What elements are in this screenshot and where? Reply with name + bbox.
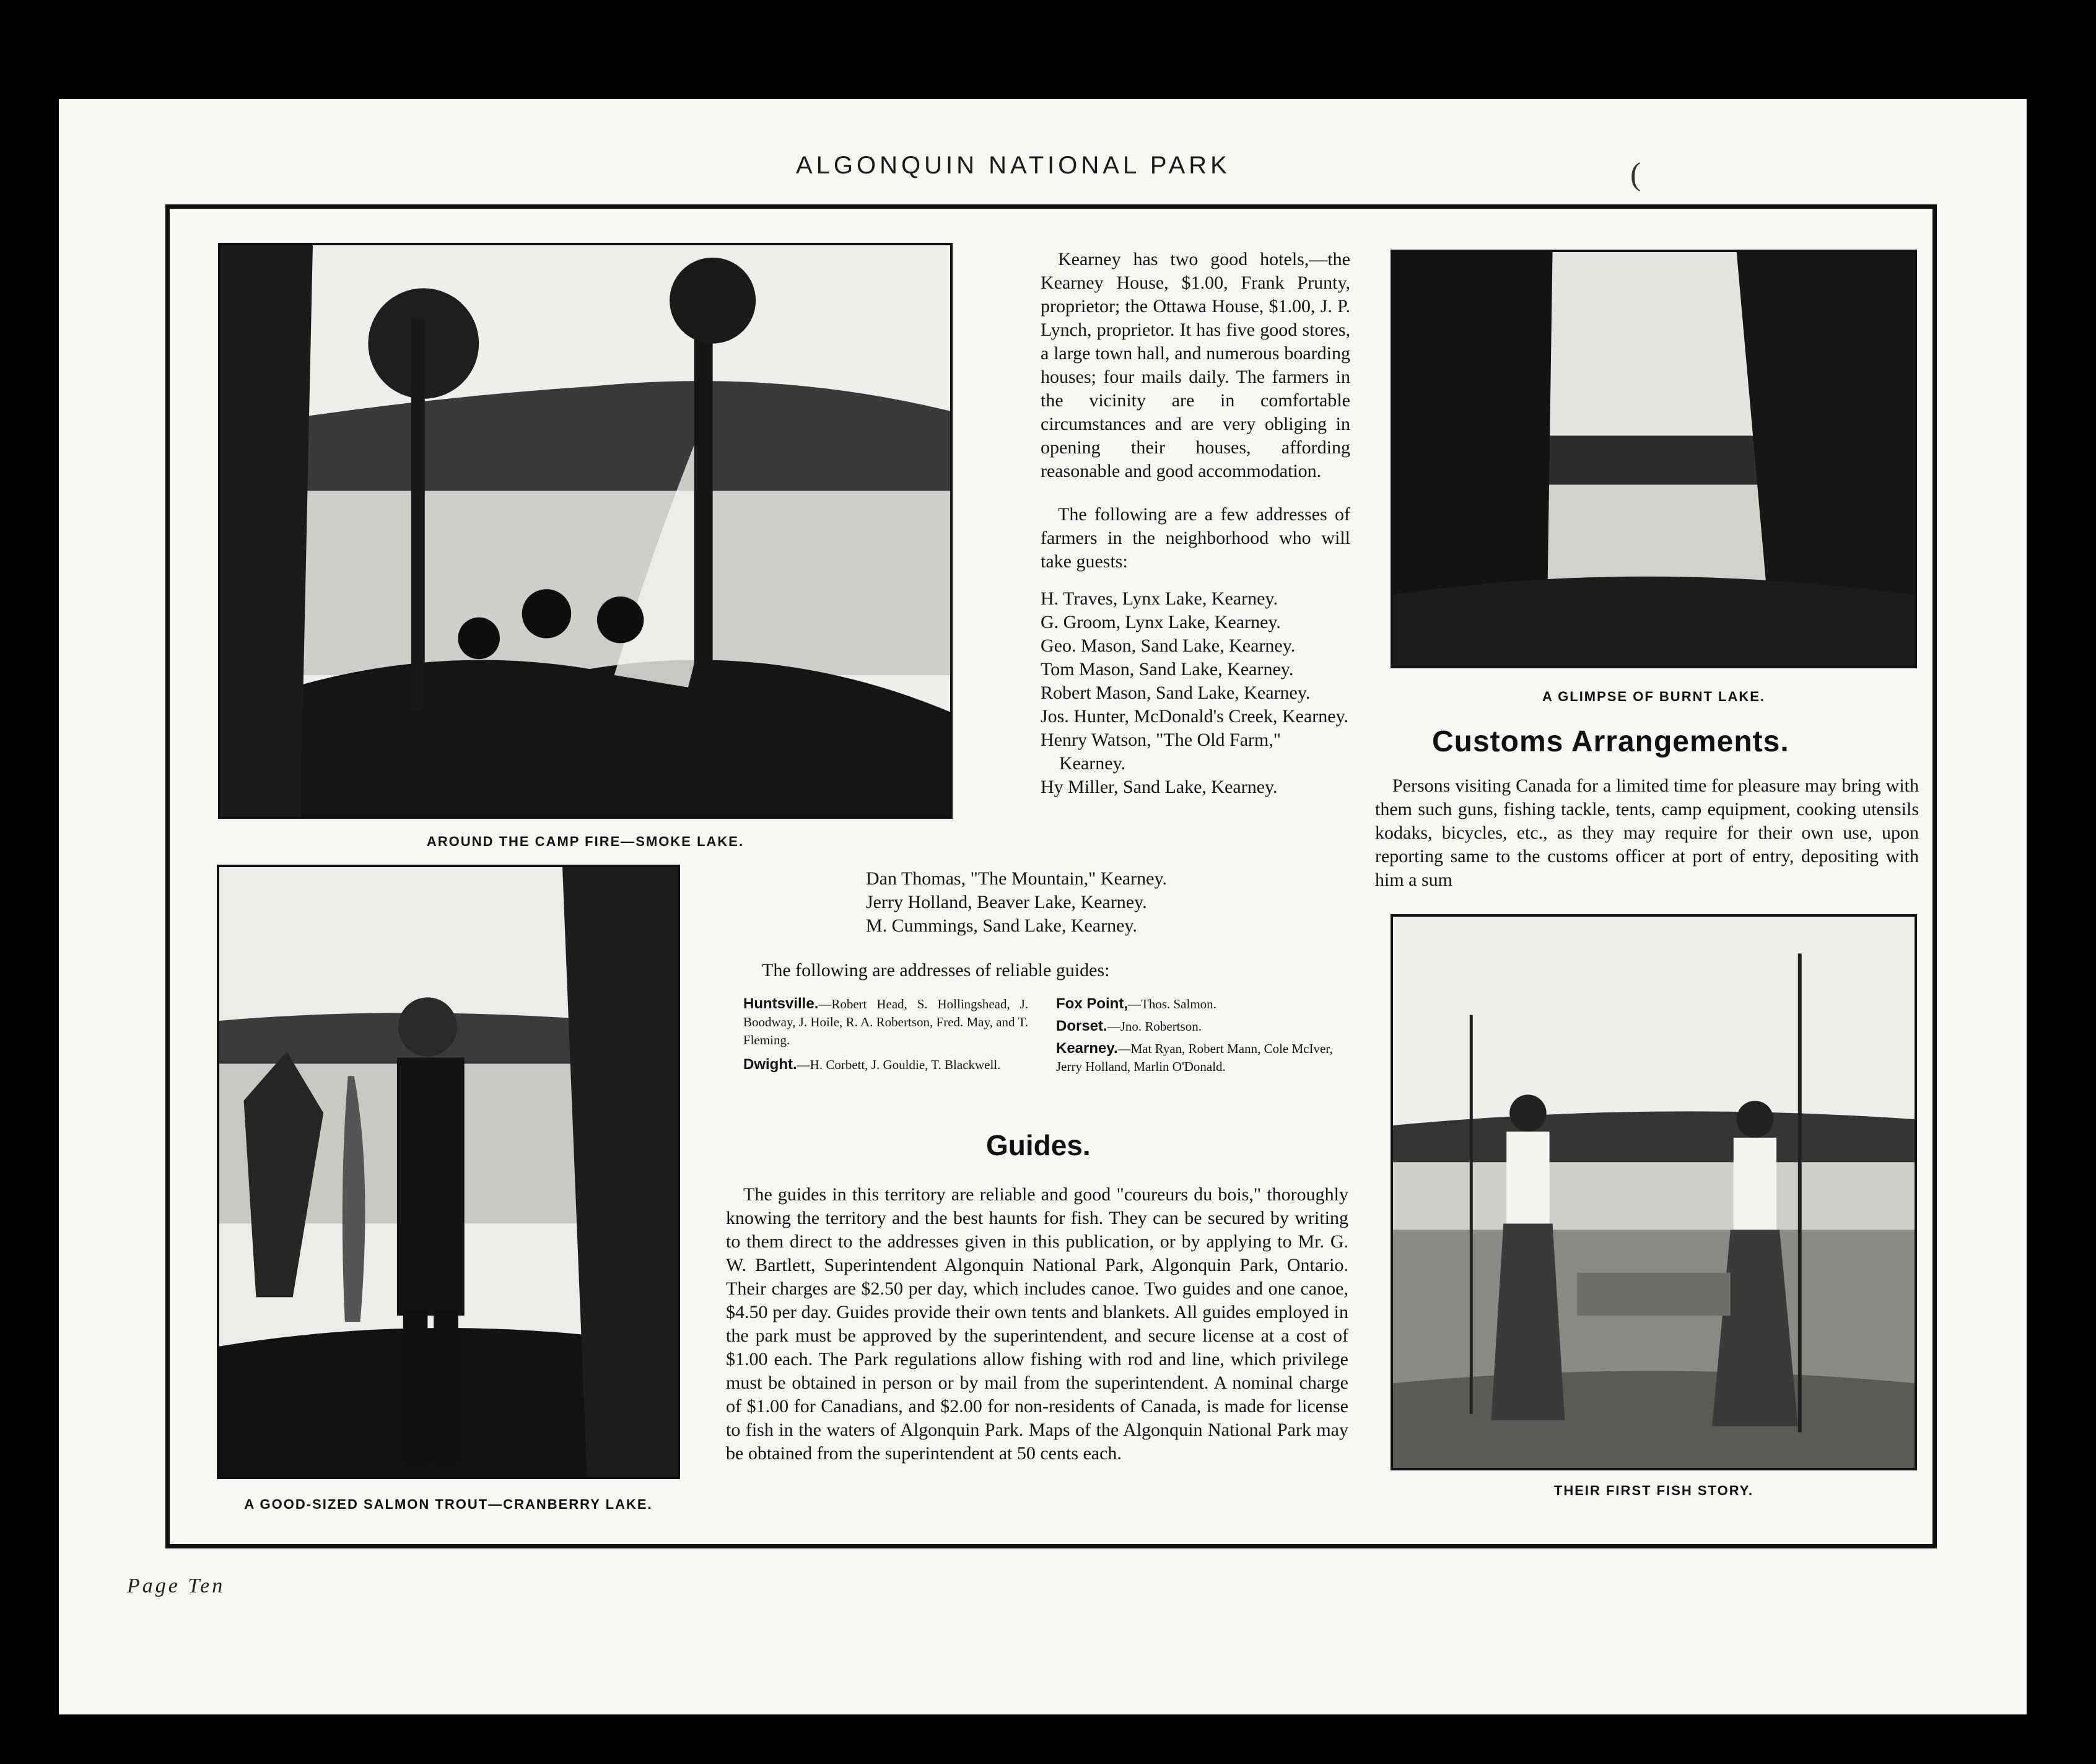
kearney-paragraph: Kearney has two good hotels,—the Kearney House, $1.00, Frank Prunty, proprietor; the Ottawa House, $1.00, J. P. Lynch, proprietor. It has five good stores, a large town hall, and numerous boarding houses; four mails daily. The farmers in the vicinity are in comfortable circumstances and are very obliging in opening their houses, affording reasonable and good accommodation. (1041, 249, 1350, 481)
photo-fish-story (1391, 914, 1917, 1470)
photo-burnt-lake (1391, 250, 1917, 668)
caption-salmon-trout: A GOOD-SIZED SALMON TROUT—CRANBERRY LAKE. (244, 1496, 653, 1512)
burnt-lake-image (1393, 252, 1915, 666)
caption-camp-fire: AROUND THE CAMP FIRE—SMOKE LAKE. (426, 834, 745, 849)
camp-fire-image (221, 245, 950, 816)
farmer-entry: Robert Mason, Sand Lake, Kearney. (1041, 683, 1311, 703)
farmer-entry: Henry Watson, "The Old Farm," Kearney. (1041, 730, 1282, 774)
farmer-entry: M. Cummings, Sand Lake, Kearney. (866, 915, 1137, 936)
guide-names: —Thos. Salmon. (1128, 997, 1216, 1011)
farmer-entry: Dan Thomas, "The Mountain," Kearney. (866, 868, 1168, 889)
guide-entry (1056, 995, 1347, 1013)
customs-section (1375, 774, 1919, 892)
guide-entry (743, 995, 1028, 1049)
stray-pen-mark: ( (1630, 157, 1641, 192)
kearney-column (1041, 248, 1350, 799)
guide-entry (743, 1055, 1028, 1074)
farmer-entry: Hy Miller, Sand Lake, Kearney. (1041, 777, 1278, 797)
fish-story-image (1393, 917, 1915, 1468)
guides-right-column (1056, 995, 1347, 1082)
guide-names: —Jno. Robertson. (1107, 1019, 1202, 1034)
caption-burnt-lake: A GLIMPSE OF BURNT LAKE. (1542, 689, 1766, 704)
guide-entry (1056, 1039, 1347, 1076)
farmers-list (1041, 587, 1350, 799)
guides-paragraph: The guides in this territory are reliable and good "coureurs du bois," thoroughly knowing the territory and the best haunts for fish. They can be secured by writing to them direct to the addresses given in this publication, or by applying to Mr. G. W. Bartlett, Superintendent Algonquin National Park, Algonquin Park, Ontario. Their charges are $2.50 per day, which includes canoe. Two guides and one canoe, $4.50 per day. Guides provide their own tents and blankets. All guides employed in the park must be approved by the superintendent, and secure license at a cost of $1.00 each. The Park regulations allow fishing with rod and line, which privilege must be obtained in person or by mail from the superintendent. A nominal charge of $1.00 for Canadians, and $2.00 for non-residents of Canada, is made for license to fish in the waters of Algonquin Park. Maps of the Algonquin National Park may be obtained from the superintendent at 50 cents each. (726, 1184, 1348, 1464)
farmers-list-wide (866, 867, 1349, 938)
salmon-trout-image (219, 867, 678, 1477)
photo-salmon-trout (217, 865, 680, 1479)
guides-heading: Guides. (986, 1129, 1091, 1161)
farmer-entry: H. Traves, Lynx Lake, Kearney. (1041, 588, 1278, 609)
farmer-entry: Jos. Hunter, McDonald's Creek, Kearney. (1041, 706, 1349, 727)
farmer-entry: Geo. Mason, Sand Lake, Kearney. (1041, 635, 1296, 656)
photo-camp-fire (218, 243, 953, 819)
guide-entry (1056, 1017, 1347, 1036)
guides-left-column (743, 995, 1028, 1080)
customs-heading: Customs Arrangements. (1432, 725, 1789, 758)
guide-town: Fox Point, (1056, 995, 1128, 1012)
guides-section (726, 1183, 1348, 1465)
guide-town: Dwight. (743, 1056, 797, 1073)
farmer-entry: Tom Mason, Sand Lake, Kearney. (1041, 659, 1294, 679)
farmers-intro: The following are a few addresses of farmers in the neighborhood who will take guests: (1041, 504, 1350, 572)
guides-intro: The following are addresses of reliable guides: (762, 960, 1110, 980)
customs-paragraph: Persons visiting Canada for a limited time for pleasure may bring with them such guns, fishing tackle, tents, camp equipment, cooking utensils kodaks, bicycles, etc., as they may require for their own use, upon reporting same to the customs officer at port of entry, depositing with him a sum (1375, 775, 1919, 890)
guide-names: —Mat Ryan, Robert Mann, Cole McIver, Jerry Holland, Marlin O'Donald. (1056, 1041, 1333, 1074)
guide-names: —H. Corbett, J. Gouldie, T. Blackwell. (797, 1057, 1001, 1072)
running-header-title: ALGONQUIN NATIONAL PARK (796, 152, 1231, 179)
guide-town: Huntsville. (743, 995, 819, 1012)
guide-names: —Robert Head, S. Hollingshead, J. Boodway, J. Hoile, R. A. Robertson, Fred. May, and T. Fleming. (743, 997, 1028, 1047)
page-number-footer: Page Ten (127, 1574, 225, 1597)
guide-town: Kearney. (1056, 1040, 1118, 1057)
farmer-entry: G. Groom, Lynx Lake, Kearney. (1041, 612, 1281, 632)
guide-town: Dorset. (1056, 1018, 1107, 1034)
caption-fish-story: THEIR FIRST FISH STORY. (1553, 1483, 1754, 1498)
farmer-entry: Jerry Holland, Beaver Lake, Kearney. (866, 892, 1147, 912)
